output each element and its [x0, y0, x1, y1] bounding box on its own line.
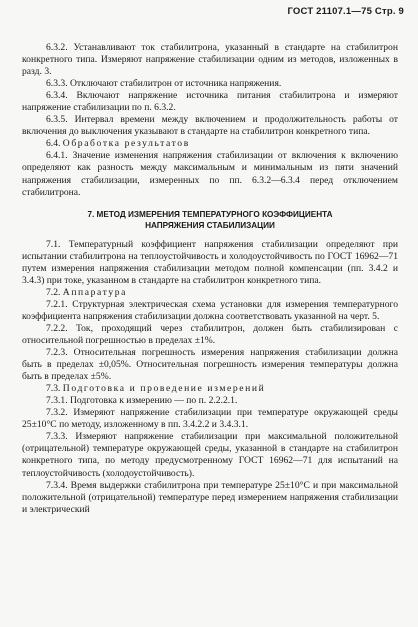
paragraph: 7.3.1. Подготовка к измерению — по п. 2.2.2.1.	[46, 395, 238, 407]
paragraph: 6.3.2. Устанавливают ток стабилитрона, указанный в стандарте на стабилитрон конкретного типа. Измеряют напряжение стабилизации одним из методов, изложенных в разд. 3.	[22, 42, 398, 78]
paragraph: 7.3.4. Время выдержки стабилитрона при температуре 25±10°С и при максимальной положительной (отрицательной) температуре перед измерением напряжения стабилизации и электрический	[22, 479, 398, 515]
paragraph: 6.3.3. Отключают стабилитрон от источника напряжения.	[46, 78, 282, 90]
subsection-title: 6.4. Обработка результатов	[46, 138, 190, 150]
page-header	[287, 6, 404, 17]
paragraph: 7.3.2. Измеряют напряжение стабилизации при температуре окружающей среды 25±10°С по методу, изложенному в пп. 3.4.2.2 и 3.4.3.1.	[22, 407, 398, 431]
paragraph: 7.2.2. Ток, проходящий через стабилитрон, должен быть стабилизирован с относительной погрешностью в пределах ±1%.	[22, 322, 398, 346]
paragraph: 6.3.5. Интервал времени между включением и продолжительность работы от включения до выключения указывают в стандарте на стабилитрон конкретного типа.	[22, 114, 398, 138]
paragraph: 7.1. Температурный коэффициент напряжения стабилизации определяют при испытании стабилитрона на теплоустойчивость и холодоустойчивость по ГОСТ 16962—71 путем измерения напряжения стабилизации методом полной компенсации (пп. 3.4.2 и 3.4.3) при токе, указанном в стандарте на стабилитрон конкретного типа.	[22, 238, 398, 286]
paragraph: 7.2.1. Структурная электрическая схема установки для измерения температурного коэффициента напряжения стабилизации должна соответствовать указанной на черт. 5.	[22, 298, 398, 322]
paragraph: 6.3.4. Включают напряжение источника питания стабилитрона и измеряют напряжение стабилизации по п. 6.3.2.	[22, 90, 398, 114]
section-heading: 7. МЕТОД ИЗМЕРЕНИЯ ТЕМПЕРАТУРНОГО КОЭФФИЦИЕНТА НАПРЯЖЕНИЯ СТАБИЛИЗАЦИИ	[87, 209, 333, 230]
paragraph: 7.3.3. Измеряют напряжение стабилизации при максимальной положительной (отрицательной) температуре окружающей среды, указанной в стандарте на стабилитрон конкретного типа, по методу предусмотренному ГОСТ 16962—71 для испытаний на теплоустойчивость (холодоустойчивость).	[22, 431, 398, 479]
page-label: Стр. 9	[374, 6, 404, 17]
paragraph: 6.4.1. Значение изменения напряжения стабилизации от включения к включению определяют как разность между максимальным и минимальным из пяти значений напряжения стабилизации, измеренных по пп. 6.3.2—6.3.4 перед отключением стабилитрона.	[22, 150, 398, 198]
document-body	[22, 42, 398, 516]
subsection-title: 7.3. Подготовка и проведение измерений	[46, 383, 266, 395]
paragraph: 7.2.3. Относительная погрешность измерения напряжения стабилизации должна быть в пределах ±0,05%. Относительная погрешность измерения температуры должна быть в пределах ±5%.	[22, 347, 398, 383]
standard-code: ГОСТ 21107.1—75	[287, 6, 373, 17]
subsection-title: 7.2. Аппаратура	[46, 286, 127, 298]
